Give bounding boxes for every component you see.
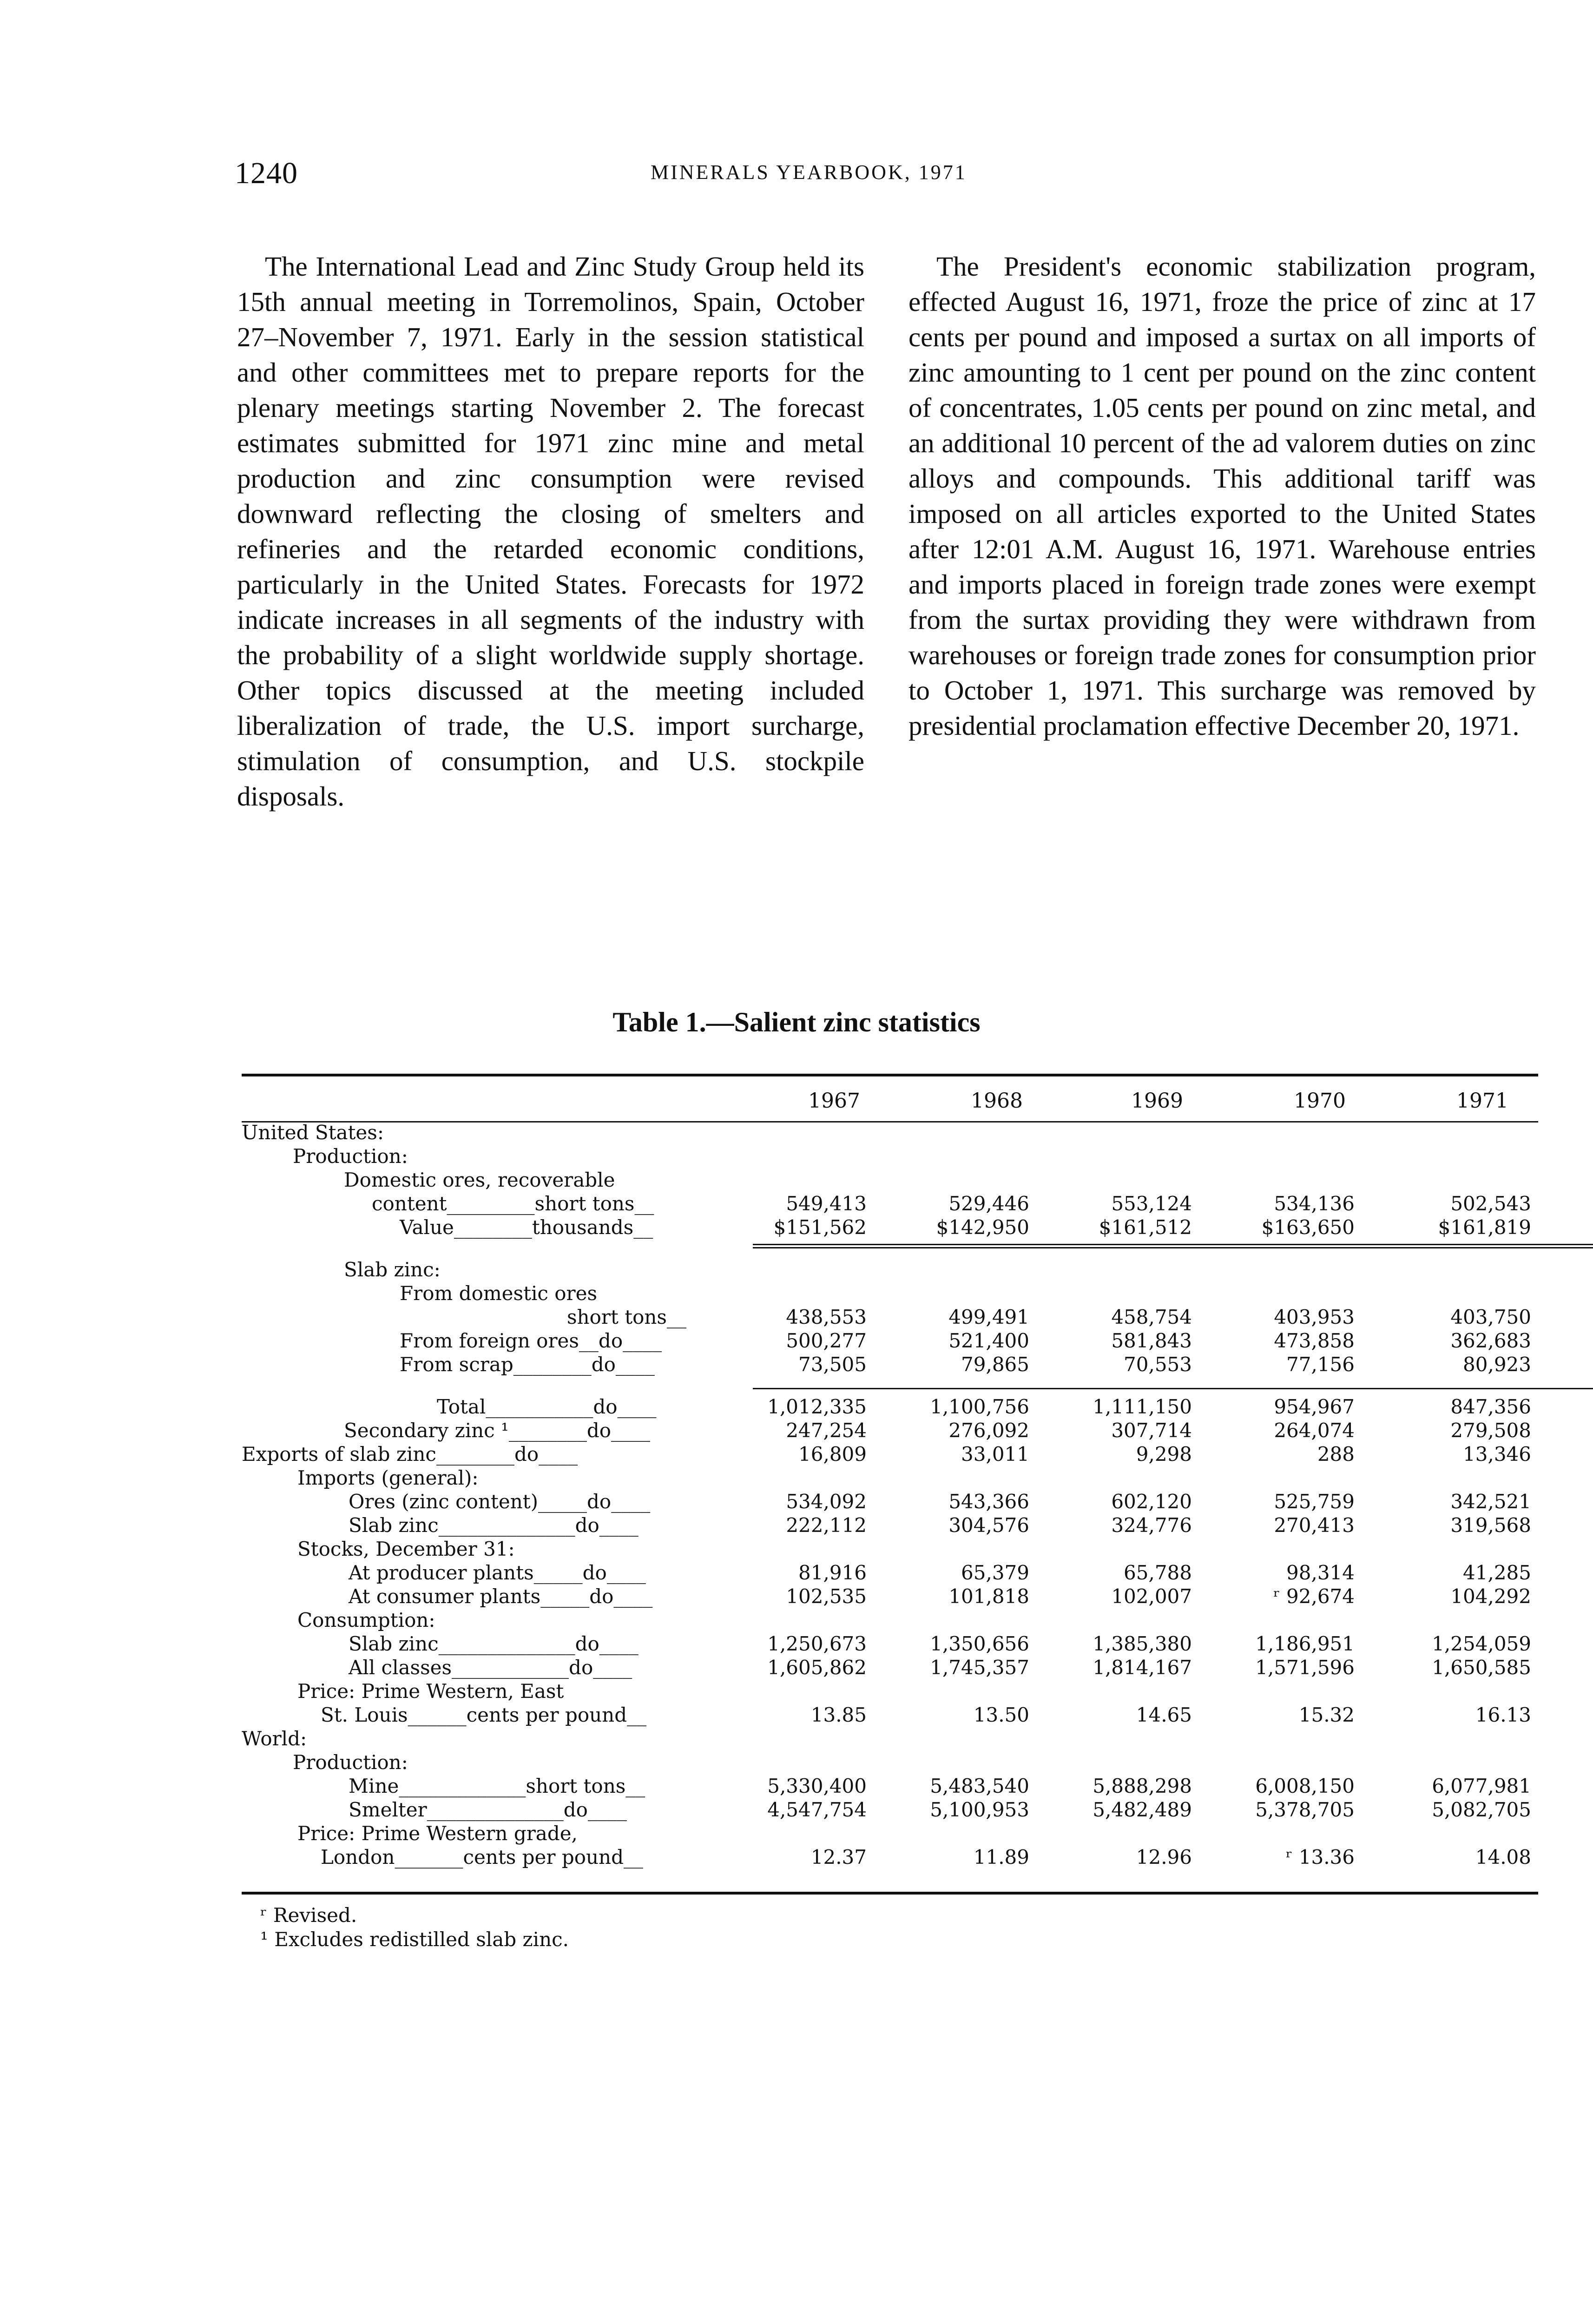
table-row (242, 1121, 1538, 1144)
year-header: 1967 (808, 1089, 860, 1113)
cell-1967: 5,330,400 (767, 1775, 867, 1797)
cell-1968: 1,100,756 (930, 1395, 1029, 1418)
year-header: 1969 (1131, 1089, 1183, 1113)
cell-1967: 13.85 (810, 1703, 867, 1726)
cell-1970: 534,136 (1274, 1192, 1355, 1215)
table-row (242, 1490, 1538, 1513)
row-label: content_________short tons__ (372, 1192, 654, 1215)
year-header: 1968 (971, 1089, 1023, 1113)
cell-1971: 14.08 (1475, 1846, 1531, 1868)
cell-1968: 529,446 (948, 1192, 1029, 1215)
row-label: Value________thousands__ (400, 1216, 653, 1239)
row-label: Imports (general): (297, 1466, 479, 1489)
cell-1968: 304,576 (948, 1514, 1029, 1537)
cell-1969: 70,553 (1124, 1353, 1192, 1376)
cell-1971: 5,082,705 (1432, 1798, 1531, 1821)
cell-1970: 1,186,951 (1255, 1632, 1355, 1655)
table-row (242, 1822, 1538, 1845)
cell-1968: 11.89 (973, 1846, 1029, 1868)
sum-rule (753, 1247, 1593, 1248)
cell-1970: 5,378,705 (1255, 1798, 1355, 1821)
cell-1969: 458,754 (1111, 1306, 1192, 1328)
table-row (242, 1845, 1538, 1869)
table-row (242, 1750, 1538, 1774)
cell-1971: 13,346 (1463, 1443, 1531, 1466)
cell-1967: 4,547,754 (767, 1798, 867, 1821)
cell-1969: 102,007 (1111, 1585, 1192, 1608)
table-row (242, 1281, 1538, 1305)
row-label: World: (242, 1727, 307, 1750)
cell-1969: 5,482,489 (1093, 1798, 1192, 1821)
cell-1969: $161,512 (1099, 1216, 1192, 1239)
table-row (242, 1466, 1538, 1490)
cell-1968: 33,011 (961, 1443, 1029, 1466)
row-label: Production: (293, 1751, 408, 1774)
row-label: All classes____________do____ (349, 1656, 632, 1679)
cell-1968: 13.50 (973, 1703, 1029, 1726)
table-row (242, 1329, 1538, 1353)
cell-1967: 102,535 (786, 1585, 867, 1608)
running-head: MINERALS YEARBOOK, 1971 (651, 161, 967, 184)
row-label: Exports of slab zinc________do____ (242, 1443, 578, 1466)
table-row (242, 1656, 1538, 1679)
cell-1970: 98,314 (1286, 1561, 1355, 1584)
footnote-excludes: ¹ Excludes redistilled slab zinc. (260, 1928, 569, 1951)
cell-1968: 65,379 (961, 1561, 1029, 1584)
cell-1971: 16.13 (1475, 1703, 1531, 1726)
cell-1971: $161,819 (1438, 1216, 1531, 1239)
row-label: Slab zinc______________do____ (349, 1632, 639, 1655)
page-number: 1240 (235, 156, 298, 190)
row-label: At consumer plants_____do____ (349, 1585, 653, 1608)
cell-1971: 104,292 (1450, 1585, 1531, 1608)
row-label: United States: (242, 1121, 384, 1144)
table-row (242, 1703, 1538, 1727)
cell-1967: 222,112 (786, 1514, 867, 1537)
table-row (242, 1239, 1538, 1258)
cell-1968: 5,483,540 (930, 1775, 1029, 1797)
cell-1970: 403,953 (1274, 1306, 1355, 1328)
row-label: From domestic ores (400, 1282, 598, 1305)
cell-1970: 270,413 (1274, 1514, 1355, 1537)
cell-1968: 1,350,656 (930, 1632, 1029, 1655)
cell-1970: 264,074 (1274, 1419, 1355, 1442)
cell-1969: 65,788 (1124, 1561, 1192, 1584)
cell-1967: 12.37 (810, 1846, 867, 1868)
row-label: From foreign ores__do____ (400, 1329, 662, 1352)
table-row (242, 1419, 1538, 1442)
row-label: short tons__ (567, 1306, 686, 1328)
cell-1971: 80,923 (1463, 1353, 1531, 1376)
row-label: From scrap________do____ (400, 1353, 655, 1376)
table-row (242, 1632, 1538, 1656)
cell-1968: 276,092 (948, 1419, 1029, 1442)
cell-1969: 307,714 (1111, 1419, 1192, 1442)
cell-1967: 500,277 (786, 1329, 867, 1352)
table-row (242, 1774, 1538, 1798)
year-header: 1971 (1456, 1089, 1508, 1113)
cell-1967: 1,250,673 (767, 1632, 867, 1655)
cell-1970: ʳ 13.36 (1285, 1846, 1355, 1868)
cell-1968: 1,745,357 (930, 1656, 1029, 1679)
cell-1970: 6,008,150 (1255, 1775, 1355, 1797)
row-label: Mine_____________short tons__ (349, 1775, 645, 1797)
row-label: Production: (293, 1145, 408, 1168)
table-row (242, 1353, 1538, 1376)
cell-1971: 1,254,059 (1432, 1632, 1531, 1655)
cell-1967: 1,605,862 (767, 1656, 867, 1679)
left-paragraph: The International Lead and Zinc Study Group held its 15th annual meeting in Torremolinos, Spain, October 27–November 7, 1971. Early in the session statistical and other committees met to prepare reports for the plenary meetings starting November 2. The forecast estimates submitted for 1971 zinc mine and metal production and zinc consumption were revised downward reflecting the closing of smelters and refineries and the retarded economic conditions, particularly in the United States. Forecasts for 1972 indicate increases in all segments of the industry with the probability of a slight worldwide supply shortage. Other topics discussed at the meeting included liberalization of trade, the U.S. import surcharge, stimulation of consumption, and U.S. stockpile disposals. (237, 251, 864, 812)
cell-1968: 521,400 (948, 1329, 1029, 1352)
row-label: Slab zinc______________do____ (349, 1514, 639, 1537)
table-row (242, 1376, 1538, 1395)
table-row (242, 1585, 1538, 1608)
footnotes (260, 1903, 569, 1952)
cell-1969: 581,843 (1111, 1329, 1192, 1352)
year-header: 1970 (1294, 1089, 1346, 1113)
table-row (242, 1679, 1538, 1703)
table-row (242, 1727, 1538, 1750)
cell-1967: 534,092 (786, 1490, 867, 1513)
cell-1969: 324,776 (1111, 1514, 1192, 1537)
right-paragraph: The President's economic stabilization program, effected August 16, 1971, froze the price of zinc at 17 cents per pound and imposed a surtax on all imports of zinc amounting to 1 cent per pound on the zinc content of concentrates, 1.05 cents per pound on zinc metal, and an additional 10 percent of the ad valorem duties on zinc alloys and compounds. This additional tariff was imposed on all articles exported to the United States after 12:01 A.M. August 16, 1971. Warehouse entries and imports placed in foreign trade zones were exempt from the surtax providing they were withdrawn from warehouses or foreign trade zones for consumption prior to October 1, 1971. This surcharge was removed by presidential proclamation effective December 20, 1971. (908, 251, 1536, 741)
table-row (242, 1144, 1538, 1168)
sum-rule (753, 1244, 1593, 1245)
cell-1968: 499,491 (948, 1306, 1029, 1328)
cell-1971: 279,508 (1450, 1419, 1531, 1442)
cell-1968: 5,100,953 (930, 1798, 1029, 1821)
row-label: Ores (zinc content)_____do____ (349, 1490, 651, 1513)
table-row (242, 1168, 1538, 1192)
footnote-revised: ʳ Revised. (260, 1904, 357, 1927)
row-label: London_______cents per pound__ (321, 1846, 643, 1868)
cell-1969: 1,814,167 (1093, 1656, 1192, 1679)
cell-1969: 5,888,298 (1093, 1775, 1192, 1797)
cell-1970: $163,650 (1261, 1216, 1355, 1239)
table-row (242, 1215, 1538, 1239)
cell-1969: 12.96 (1136, 1846, 1192, 1868)
row-label: Total___________do____ (437, 1395, 657, 1418)
row-label: Price: Prime Western, East (297, 1680, 564, 1703)
cell-1967: 73,505 (798, 1353, 867, 1376)
table-row (242, 1608, 1538, 1632)
cell-1970: ʳ 92,674 (1273, 1585, 1355, 1608)
cell-1968: 79,865 (961, 1353, 1029, 1376)
right-column (908, 249, 1536, 743)
cell-1971: 502,543 (1450, 1192, 1531, 1215)
row-label: Stocks, December 31: (297, 1538, 515, 1560)
row-label: Domestic ores, recoverable (344, 1169, 615, 1191)
cell-1970: 77,156 (1286, 1353, 1355, 1376)
table-body (242, 1121, 1538, 1869)
row-label: St. Louis______cents per pound__ (321, 1703, 647, 1726)
table-row (242, 1537, 1538, 1561)
cell-1969: 1,385,380 (1093, 1632, 1192, 1655)
table-title: Table 1.—Salient zinc statistics (612, 1007, 981, 1037)
table-bottom-rule (242, 1892, 1538, 1895)
cell-1967: $151,562 (773, 1216, 867, 1239)
cell-1970: 525,759 (1274, 1490, 1355, 1513)
row-label: Consumption: (297, 1609, 435, 1631)
cell-1969: 602,120 (1111, 1490, 1192, 1513)
table-row (242, 1258, 1538, 1281)
cell-1968: 543,366 (948, 1490, 1029, 1513)
table-row (242, 1561, 1538, 1585)
row-label: Secondary zinc ¹________do____ (344, 1419, 651, 1442)
table-row (242, 1395, 1538, 1419)
cell-1969: 553,124 (1111, 1192, 1192, 1215)
table-row (242, 1305, 1538, 1329)
cell-1970: 954,967 (1274, 1395, 1355, 1418)
cell-1967: 81,916 (798, 1561, 867, 1584)
cell-1969: 14.65 (1136, 1703, 1192, 1726)
cell-1970: 15.32 (1298, 1703, 1355, 1726)
row-label: At producer plants_____do____ (349, 1561, 646, 1584)
table-row (242, 1442, 1538, 1466)
table-header (242, 1076, 1538, 1121)
row-label: Smelter______________do____ (349, 1798, 627, 1821)
table-row (242, 1192, 1538, 1215)
cell-1971: 342,521 (1450, 1490, 1531, 1513)
cell-1971: 41,285 (1463, 1561, 1531, 1584)
cell-1971: 6,077,981 (1432, 1775, 1531, 1797)
table-row (242, 1798, 1538, 1822)
cell-1971: 362,683 (1450, 1329, 1531, 1352)
cell-1971: 1,650,585 (1432, 1656, 1531, 1679)
cell-1970: 1,571,596 (1255, 1656, 1355, 1679)
cell-1967: 16,809 (798, 1443, 867, 1466)
cell-1967: 247,254 (786, 1419, 867, 1442)
row-label: Slab zinc: (344, 1258, 441, 1281)
row-label: Price: Prime Western grade, (297, 1822, 578, 1845)
cell-1971: 319,568 (1450, 1514, 1531, 1537)
cell-1968: $142,950 (936, 1216, 1029, 1239)
cell-1970: 473,858 (1274, 1329, 1355, 1352)
cell-1969: 9,298 (1136, 1443, 1192, 1466)
cell-1967: 1,012,335 (767, 1395, 867, 1418)
table-row (242, 1513, 1538, 1537)
sum-rule (753, 1388, 1593, 1389)
cell-1969: 1,111,150 (1093, 1395, 1192, 1418)
cell-1967: 438,553 (786, 1306, 867, 1328)
cell-1968: 101,818 (948, 1585, 1029, 1608)
salient-zinc-statistics-table (242, 1076, 1538, 1869)
cell-1967: 549,413 (786, 1192, 867, 1215)
left-column (237, 249, 864, 814)
cell-1971: 847,356 (1450, 1395, 1531, 1418)
cell-1971: 403,750 (1450, 1306, 1531, 1328)
cell-1970: 288 (1317, 1443, 1355, 1466)
